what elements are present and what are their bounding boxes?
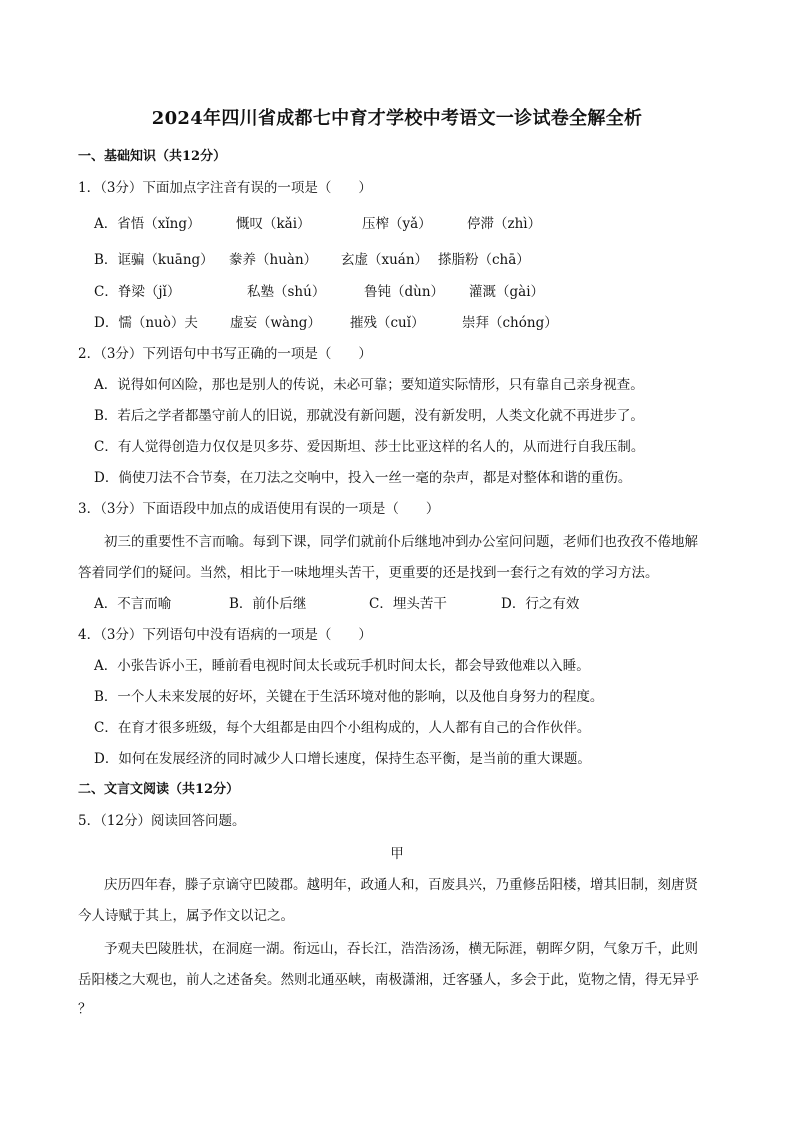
q1-option-d-2: 虚妄（wàng） — [230, 315, 321, 331]
question-1-stem: 1．（3分）下面加点字注音有误的一项是（ ） — [78, 180, 372, 196]
q1-option-c-3: 鲁钝（dùn） — [364, 284, 445, 300]
q1-option-c-2: 私塾（shú） — [247, 284, 326, 300]
q4-option-b: B．一个人未来发展的好坏，关键在于生活环境对他的影响，以及他自身努力的程度。 — [94, 689, 604, 705]
page-title: 2024年四川省成都七中育才学校中考语文一诊试卷全解全析 — [151, 108, 643, 129]
q1-option-d-3: 摧残（cuǐ） — [350, 315, 425, 331]
q1-option-a-1: A．省悟（xǐng） — [94, 216, 201, 232]
q1-option-a-3: 压榨（yǎ） — [362, 216, 432, 232]
passage-2-line-1: 予观夫巴陵胜状，在洞庭一湖。衔远山，吞长江，浩浩汤汤，横无际涯，朝晖夕阴，气象万千，此则 — [104, 941, 698, 957]
q2-option-a: A．说得如何凶险，那也是别人的传说，未必可靠；要知道实际情形，只有靠自己亲身视查。 — [94, 377, 644, 393]
q2-option-c: C．有人觉得创造力仅仅是贝多芬、爱因斯坦、莎士比亚这样的名人的，从而进行自我压制。 — [94, 439, 645, 455]
section-heading-classical: 二、文言文阅读（共12分） — [78, 782, 240, 797]
q1-option-c-4: 灌溉（gài） — [469, 284, 545, 300]
q1-option-a-4: 停滞（zhì） — [467, 216, 542, 232]
q3-option-b: B．前仆后继 — [229, 596, 307, 612]
q1-option-d-4: 崇拜（chóng） — [462, 315, 558, 331]
question-2-stem: 2．（3分）下列语句中书写正确的一项是（ ） — [78, 346, 372, 362]
q1-option-b-2: 豢养（huàn） — [229, 252, 318, 268]
question-3-stem: 3．（3分）下面语段中加点的成语使用有误的一项是（ ） — [78, 501, 440, 517]
question-5-stem: 5．（12分）阅读回答问题。 — [78, 813, 246, 829]
q1-option-b-1: B．诓骗（kuāng） — [94, 252, 214, 268]
q1-option-d-1: D．懦（nuò）夫 — [94, 315, 198, 331]
passage-heading: 甲 — [390, 846, 404, 862]
q3-option-d: D．行之有效 — [501, 596, 580, 612]
q1-option-b-4: 搽脂粉（chā） — [438, 252, 530, 268]
q4-option-d: D．如何在发展经济的同时减少人口增长速度，保持生态平衡，是当前的重大课题。 — [94, 751, 591, 767]
q4-option-a: A．小张告诉小王，睡前看电视时间太长或玩手机时间太长，都会导致他难以入睡。 — [94, 658, 590, 674]
passage-1-line-2: 今人诗赋于其上，属予作文以记之。 — [78, 908, 294, 924]
passage-1-line-1: 庆历四年春，滕子京谪守巴陵郡。越明年，政通人和，百废具兴，乃重修岳阳楼，增其旧制，刻唐贤 — [104, 877, 698, 893]
q1-option-b-3: 玄虚（xuán） — [341, 252, 429, 268]
q3-option-c: C．埋头苦干 — [369, 596, 447, 612]
section-heading-basic: 一、基础知识（共12分） — [78, 149, 227, 164]
q1-option-a-2: 慨叹（kǎi） — [236, 216, 311, 232]
q4-option-c: C．在育才很多班级，每个大组都是由四个小组构成的，人人都有自己的合作伙伴。 — [94, 720, 591, 736]
q3-passage-line-2: 答着同学们的疑问。当然，相比于一味地埋头苦干，更重要的还是找到一套行之有效的学习方法。 — [78, 565, 659, 581]
q2-option-b: B．若后之学者都墨守前人的旧说，那就没有新问题，没有新发明，人类文化就不再进步了。 — [94, 408, 644, 424]
q1-option-c-1: C．脊梁（jǐ） — [94, 284, 181, 300]
passage-2-line-3: ？ — [78, 1001, 92, 1017]
q3-passage-line-1: 初三的重要性不言而喻。每到下课，同学们就前仆后继地冲到办公室问问题，老师们也孜孜不倦地解 — [104, 534, 698, 550]
passage-2-line-2: 岳阳楼之大观也，前人之述备矣。然则北通巫峡，南极潇湘，迁客骚人，多会于此，览物之情，得无异乎 — [78, 972, 699, 988]
q2-option-d: D．倘使刀法不合节奏，在刀法之交响中，投入一丝一毫的杂声，都是对整体和谐的重伤。 — [94, 470, 632, 486]
q3-option-a: A．不言而喻 — [94, 596, 172, 612]
question-4-stem: 4．（3分）下列语句中没有语病的一项是（ ） — [78, 627, 372, 643]
